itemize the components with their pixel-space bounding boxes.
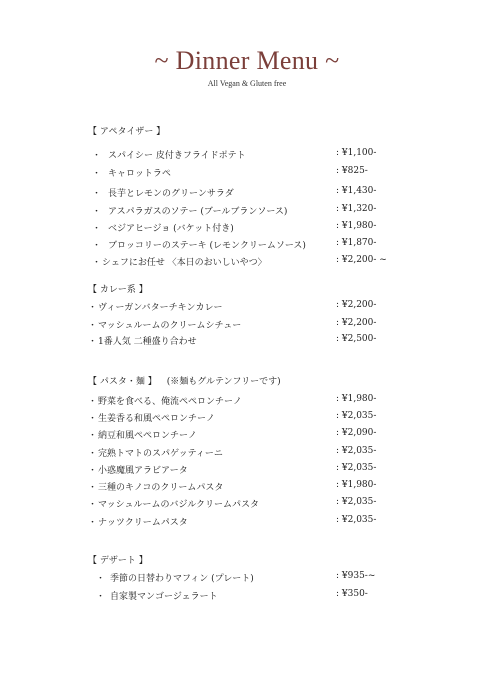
item-name: マッシュルームのバジルクリームパスタ <box>98 500 260 510</box>
menu-item <box>0 166 494 180</box>
item-name: マッシュルームのクリームシチュー <box>98 321 242 331</box>
item-price: : ¥350- <box>336 589 368 599</box>
item-name: 長芋とレモンのグリーンサラダ <box>108 189 234 199</box>
menu-item <box>0 515 494 529</box>
dessert-heading: 【 デザート 】 <box>88 556 148 566</box>
item-name: 季節の日替わりマフィン (プレート) <box>110 574 254 584</box>
item-name: シェフにお任せ 〈本日のおいしいやつ〉 <box>102 258 267 268</box>
menu-item <box>0 186 494 200</box>
item-name: 野菜を食べる、俺流ペペロンチーノ <box>98 397 242 407</box>
pasta-heading <box>88 374 281 387</box>
item-price: : ¥2,035- <box>336 463 377 473</box>
item-price: : ¥1,980- <box>336 394 377 404</box>
bullet: ・ <box>92 189 102 199</box>
item-price: : ¥1,980- <box>336 221 377 231</box>
curry-heading: 【 カレー系 】 <box>88 285 148 295</box>
appetizer-heading: 【 アペタイザー 】 <box>88 127 166 137</box>
item-name: ヴィーガンバターチキンカレー <box>98 303 223 313</box>
item-price: : ¥2,090- <box>336 428 377 438</box>
item-price: : ¥1,980- <box>336 480 377 490</box>
menu-item <box>0 300 494 314</box>
bullet: ・ <box>92 207 102 217</box>
item-name: 自家製マンゴージェラート <box>110 592 218 602</box>
item-name: 三種のキノコのクリームパスタ <box>98 483 224 493</box>
bullet: ・ <box>88 321 98 331</box>
item-name: ブロッコリーのステーキ (レモンクリームソース) <box>108 241 306 251</box>
menu-item <box>0 480 494 494</box>
item-name: 完熟トマトのスパゲッティーニ <box>98 449 223 459</box>
menu-item <box>0 221 494 235</box>
bullet: ・ <box>92 241 102 251</box>
item-price: : ¥2,200- ~ <box>336 255 387 265</box>
item-name: ナッツクリームパスタ <box>98 518 188 528</box>
item-price: : ¥2,200- <box>336 300 377 310</box>
item-price: : ¥2,035- <box>336 497 377 507</box>
item-price: : ¥2,500- <box>336 334 377 344</box>
item-price: : ¥825- <box>336 166 368 176</box>
bullet: ・ <box>92 224 102 234</box>
item-price: : ¥1,430- <box>336 186 377 196</box>
item-price: : ¥935-~ <box>336 571 376 581</box>
menu-subtitle: All Vegan & Gluten free <box>207 79 287 88</box>
item-name: キャロットラペ <box>108 169 171 179</box>
menu-item <box>0 446 494 460</box>
item-name: 生姜香る和風ペペロンチーノ <box>98 414 215 424</box>
bullet: ・ <box>92 258 102 268</box>
menu-item <box>0 255 494 269</box>
bullet: ・ <box>88 431 98 441</box>
item-price: : ¥2,200- <box>336 318 377 328</box>
menu-item <box>0 428 494 442</box>
item-price: : ¥2,035- <box>336 515 377 525</box>
menu-item <box>0 148 494 162</box>
bullet: ・ <box>88 397 98 407</box>
bullet: ・ <box>88 303 98 313</box>
item-name: 1番人気 二種盛り合わせ <box>98 337 197 347</box>
menu-item <box>0 571 494 585</box>
menu-item <box>0 463 494 477</box>
gluten-free-note: (※麺もグルテンフリーです) <box>166 377 281 387</box>
item-name: スパイシー 皮付きフライドポテト <box>108 151 246 161</box>
item-name: ベジアヒージョ (バケット付き) <box>108 224 234 234</box>
menu-item <box>0 238 494 252</box>
item-name: 納豆和風ペペロンチーノ <box>98 431 197 441</box>
item-price: : ¥1,320- <box>336 204 377 214</box>
item-price: : ¥2,035- <box>336 446 377 456</box>
menu-item <box>0 394 494 408</box>
menu-title: ~ Dinner Menu ~ <box>154 46 340 75</box>
item-name: アスパラガスのソテー (ブールブランソース) <box>108 207 288 217</box>
bullet: ・ <box>88 337 98 347</box>
item-price: : ¥2,035- <box>336 411 377 421</box>
menu-item <box>0 589 494 603</box>
bullet: ・ <box>88 500 98 510</box>
bullet: ・ <box>88 518 98 528</box>
bullet: ・ <box>96 574 106 584</box>
menu-item <box>0 411 494 425</box>
menu-item <box>0 334 494 348</box>
item-name: 小惑魔風アラビアータ <box>98 466 188 476</box>
bullet: ・ <box>88 483 98 493</box>
menu-item <box>0 204 494 218</box>
pasta-heading-label: 【 パスタ・麺 】 <box>88 377 157 387</box>
bullet: ・ <box>92 169 102 179</box>
bullet: ・ <box>96 592 106 602</box>
item-price: : ¥1,870- <box>336 238 377 248</box>
bullet: ・ <box>92 151 102 161</box>
bullet: ・ <box>88 449 98 459</box>
menu-item <box>0 497 494 511</box>
menu-item <box>0 318 494 332</box>
item-price: : ¥1,100- <box>336 148 377 158</box>
bullet: ・ <box>88 414 98 424</box>
bullet: ・ <box>88 466 98 476</box>
